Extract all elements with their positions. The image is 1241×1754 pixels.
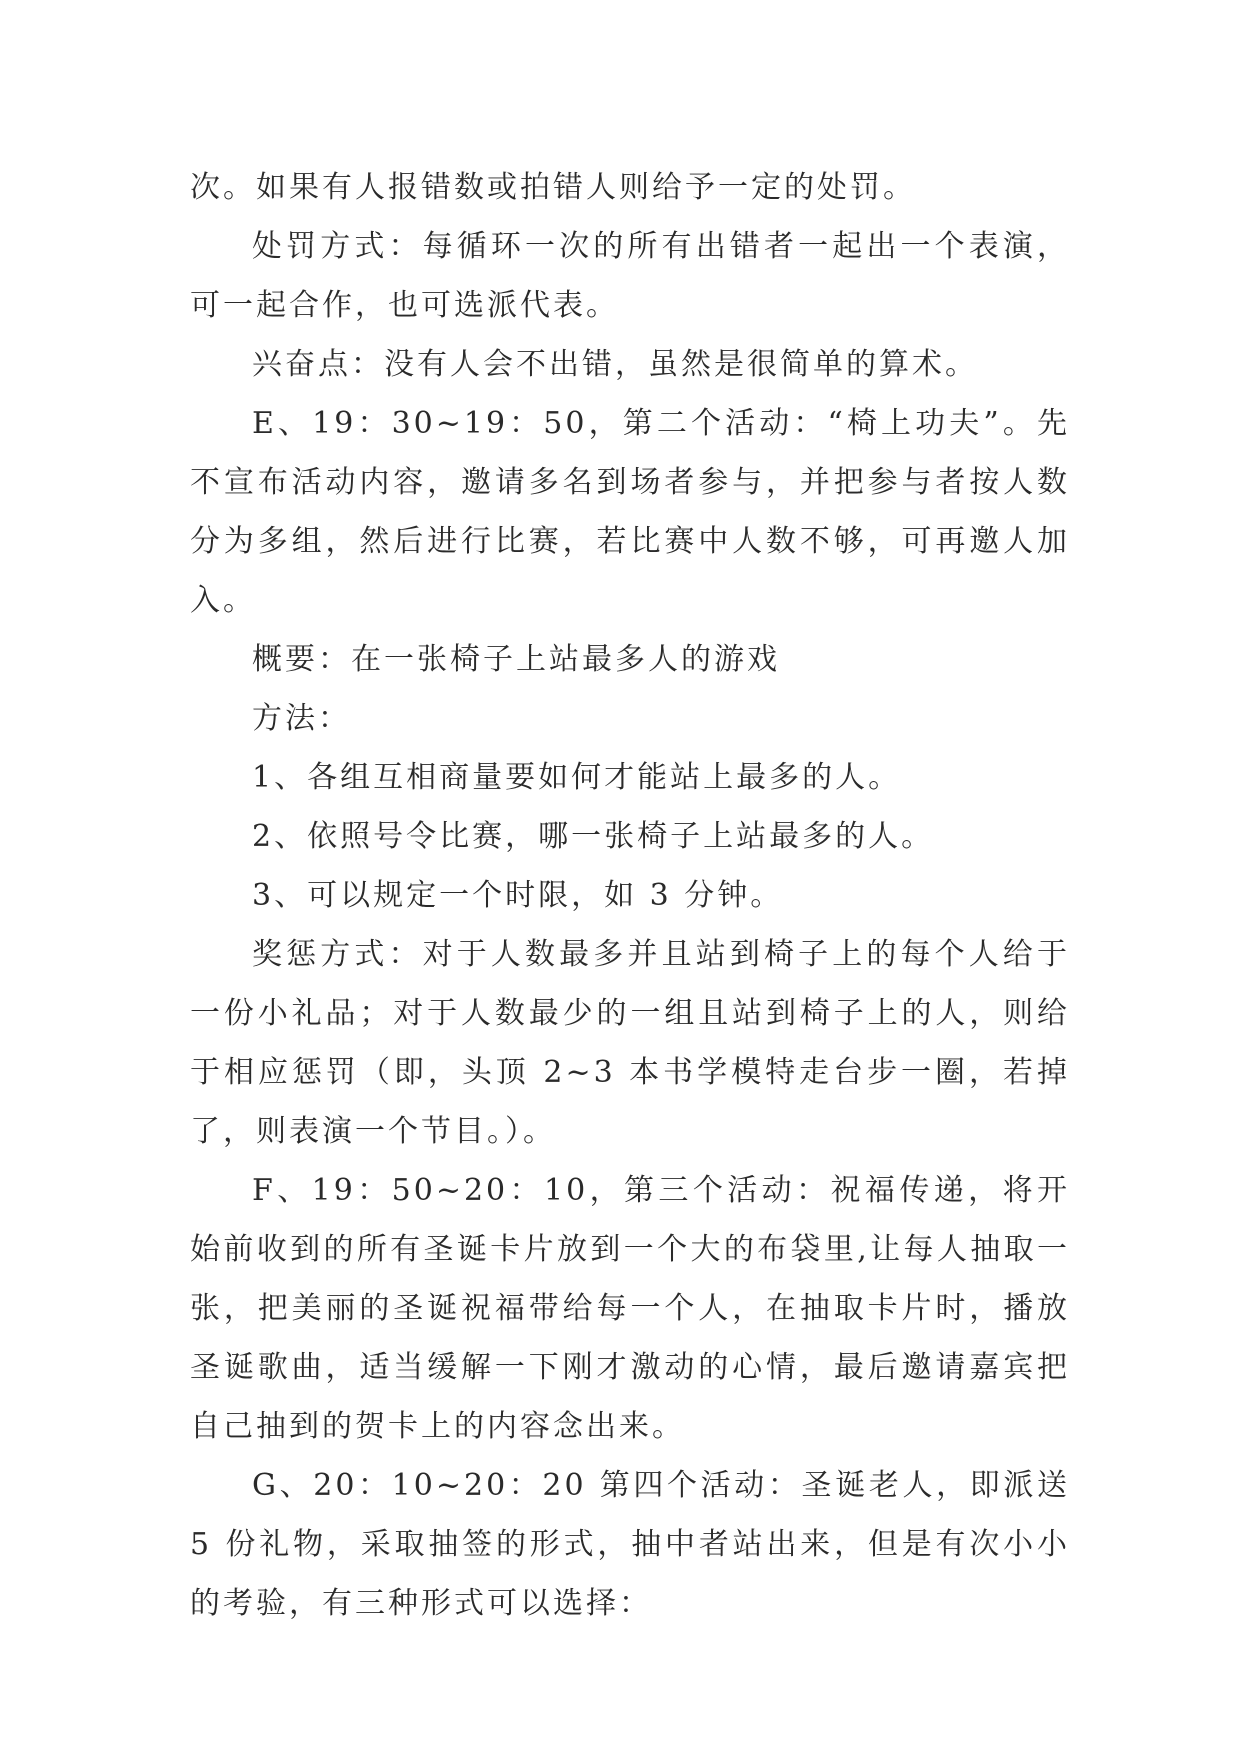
document-body: [190, 158, 1070, 1633]
paragraph: F、19：50~20：10，第三个活动：祝福传递，将开始前收到的所有圣诞卡片放到一个大的布袋里,让每人抽取一张，把美丽的圣诞祝福带给每一个人，在抽取卡片时，播放圣诞歌曲，适当缓解一下刚才激动的心情，最后邀请嘉宾把自己抽到的贺卡上的内容念出来。: [190, 1173, 1070, 1444]
paragraph: E、19：30~19：50，第二个活动：“椅上功夫”。先不宣布活动内容，邀请多名到场者参与，并把参与者按人数分为多组，然后进行比赛，若比赛中人数不够，可再邀人加入。: [190, 406, 1070, 618]
paragraph: 处罚方式：每循环一次的所有出错者一起出一个表演，可一起合作，也可选派代表。: [190, 229, 1070, 323]
list-item: 2、依照号令比赛，哪一张椅子上站最多的人。: [252, 819, 935, 854]
paragraph: 奖惩方式：对于人数最多并且站到椅子上的每个人给于一份小礼品；对于人数最少的一组且站到椅子上的人，则给于相应惩罚（即，头顶 2~3 本书学模特走台步一圈，若掉了，则表演一个节目。）。: [190, 937, 1070, 1149]
list-item: 3、可以规定一个时限，如 3 分钟。: [252, 878, 784, 913]
list-item: 1、各组互相商量要如何才能站上最多的人。: [252, 760, 902, 795]
paragraph: 方法：: [252, 701, 351, 736]
paragraph: 次。如果有人报错数或拍错人则给予一定的处罚。: [190, 170, 916, 205]
paragraph: 概要：在一张椅子上站最多人的游戏: [252, 642, 780, 677]
paragraph: G、20：10~20：20 第四个活动：圣诞老人，即派送 5 份礼物，采取抽签的形式，抽中者站出来，但是有次小小的考验，有三种形式可以选择：: [190, 1468, 1070, 1621]
paragraph: 兴奋点：没有人会不出错，虽然是很简单的算术。: [252, 347, 978, 382]
